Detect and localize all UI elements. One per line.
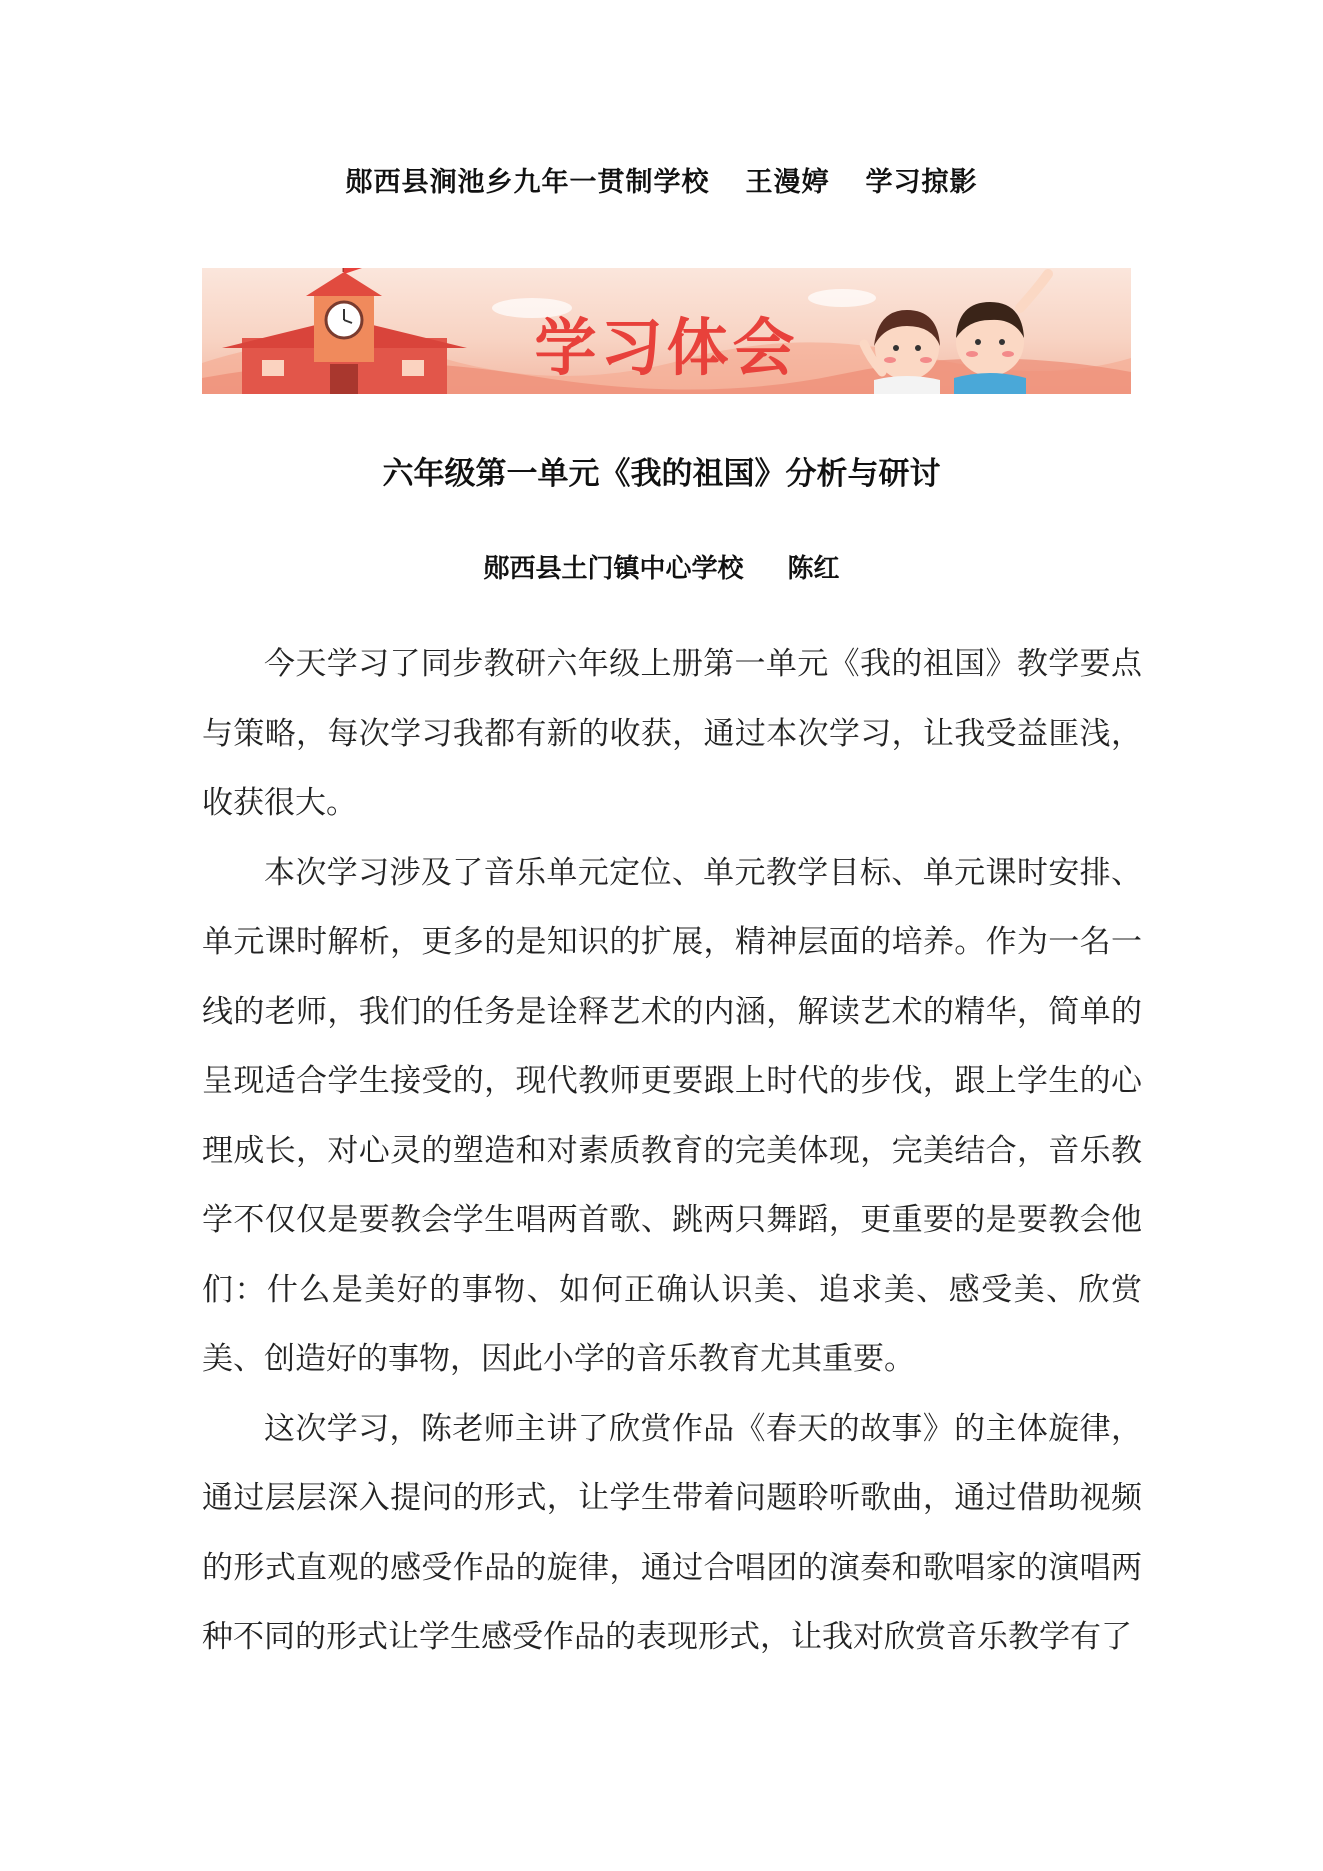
caption-name: 王漫婷 <box>745 167 830 198</box>
paragraph: 这次学习，陈老师主讲了欣赏作品《春天的故事》的主体旋律，通过层层深入提问的形式，让学生带着问题聆听歌曲，通过借助视频的形式直观的感受作品的旋律，通过合唱团的演奏和歌唱家的演唱两种不同的形式让学生感受作品的表现形式，让我对欣赏音乐教学有了 <box>202 1410 1142 1655</box>
caption-label: 学习掠影 <box>865 167 978 198</box>
photo-caption-line <box>0 160 1323 199</box>
byline-school: 郧西县土门镇中心学校 <box>483 554 744 584</box>
article-title: 六年级第一单元《我的祖国》分析与研讨 <box>382 456 941 492</box>
paragraph: 今天学习了同步教研六年级上册第一单元《我的祖国》教学要点与策略，每次学习我都有新的收获，通过本次学习，让我受益匪浅，收获很大。 <box>202 646 1142 821</box>
banner-image <box>202 268 1131 394</box>
paragraph: 本次学习涉及了音乐单元定位、单元教学目标、单元课时安排、单元课时解析，更多的是知识的扩展，精神层面的培养。作为一名一线的老师，我们的任务是诠释艺术的内涵，解读艺术的精华，简单的呈现适合学生接受的，现代教师更要跟上时代的步伐，跟上学生的心理成长，对心灵的塑造和对素质教育的完美体现，完美结合，音乐教学不仅仅是要教会学生唱两首歌、跳两只舞蹈，更重要的是要教会他们：什么是美好的事物、如何正确认识美、追求美、感受美、欣赏美、创造好的事物，因此小学的音乐教育尤其重要。 <box>202 854 1142 1377</box>
article-body <box>202 630 1142 1673</box>
article-byline <box>0 548 1323 585</box>
banner-title: 学习体会 <box>534 311 799 384</box>
caption-school: 郧西县涧池乡九年一贯制学校 <box>345 167 710 198</box>
byline-author: 陈红 <box>787 554 840 584</box>
